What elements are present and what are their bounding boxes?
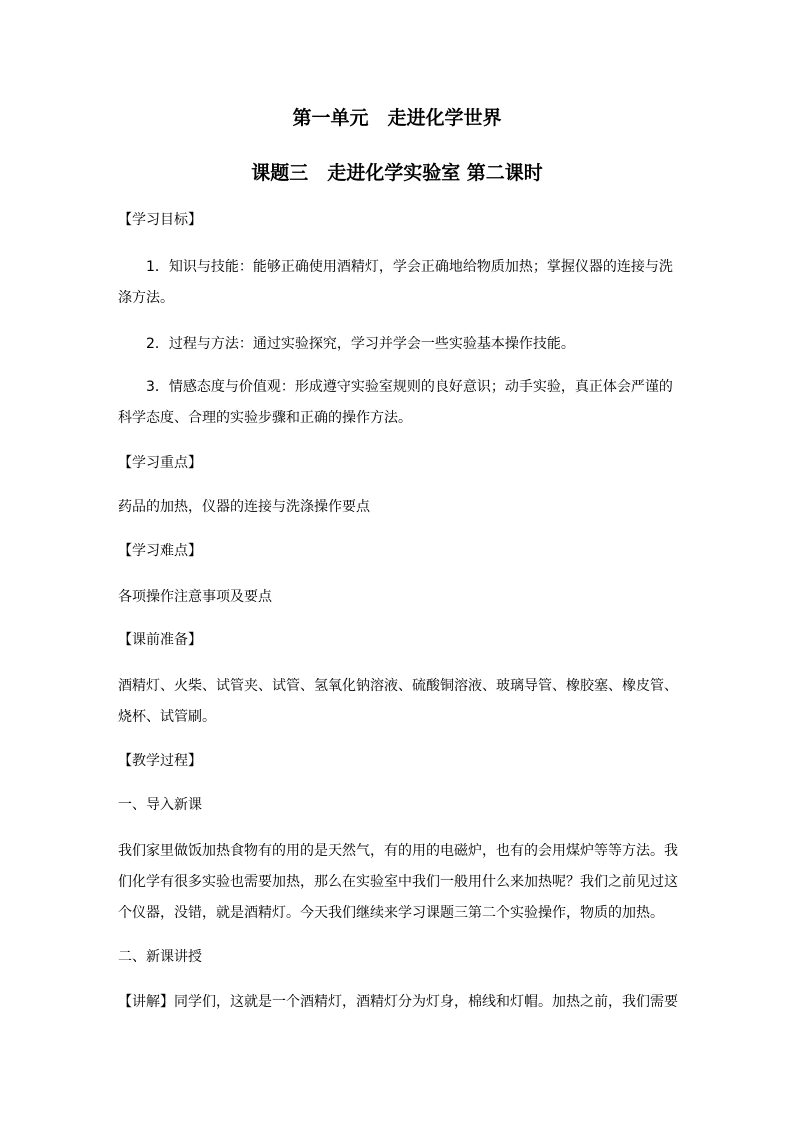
key-points-heading: 【学习重点】 bbox=[118, 455, 202, 471]
objective-2: 2．过程与方法：通过实验探究，学习并学会一些实验基本操作技能。 bbox=[146, 336, 575, 352]
process-heading: 【教学过程】 bbox=[118, 753, 202, 769]
difficulties-heading: 【学习难点】 bbox=[118, 543, 202, 559]
objective-1-line1: 1．知识与技能：能够正确使用酒精灯，学会正确地给物质加热；掌握仪器的连接与洗 bbox=[146, 259, 673, 275]
part-1-heading: 一、导入新课 bbox=[118, 797, 202, 813]
preparation-heading: 【课前准备】 bbox=[118, 632, 202, 648]
lesson-title: 课题三 走进化学实验室 第二课时 bbox=[251, 162, 543, 184]
preparation-line2: 烧杯、试管刷。 bbox=[118, 709, 216, 725]
preparation-line1: 酒精灯、火柴、试管夹、试管、氢氧化钠溶液、硫酸铜溶液、玻璃导管、橡胶塞、橡皮管、 bbox=[118, 678, 678, 694]
key-points-text: 药品的加热，仪器的连接与洗涤操作要点 bbox=[118, 499, 370, 515]
objectives-heading: 【学习目标】 bbox=[118, 212, 202, 228]
unit-title: 第一单元 走进化学世界 bbox=[292, 107, 502, 129]
part-2-heading: 二、新课讲授 bbox=[118, 949, 202, 965]
intro-line3: 个仪器，没错，就是酒精灯。今天我们继续来学习课题三第二个实验操作，物质的加热。 bbox=[118, 905, 664, 921]
objective-3-line1: 3．情感态度与价值观：形成遵守实验室规则的良好意识；动手实验，真正体会严谨的 bbox=[146, 379, 673, 395]
lecture-line1: 【讲解】同学们，这就是一个酒精灯，酒精灯分为灯身，棉线和灯帽。加热之前，我们需要 bbox=[118, 994, 678, 1010]
objective-1-line2: 涤方法。 bbox=[118, 290, 174, 306]
intro-line2: 们化学有很多实验也需要加热，那么在实验室中我们一般用什么来加热呢？我们之前见过这 bbox=[118, 874, 678, 890]
intro-line1: 我们家里做饭加热食物有的用的是天然气，有的用的电磁炉，也有的会用煤炉等等方法。我 bbox=[118, 843, 678, 859]
objective-3-line2: 科学态度、合理的实验步骤和正确的操作方法。 bbox=[118, 410, 412, 426]
difficulties-text: 各项操作注意事项及要点 bbox=[118, 589, 272, 605]
